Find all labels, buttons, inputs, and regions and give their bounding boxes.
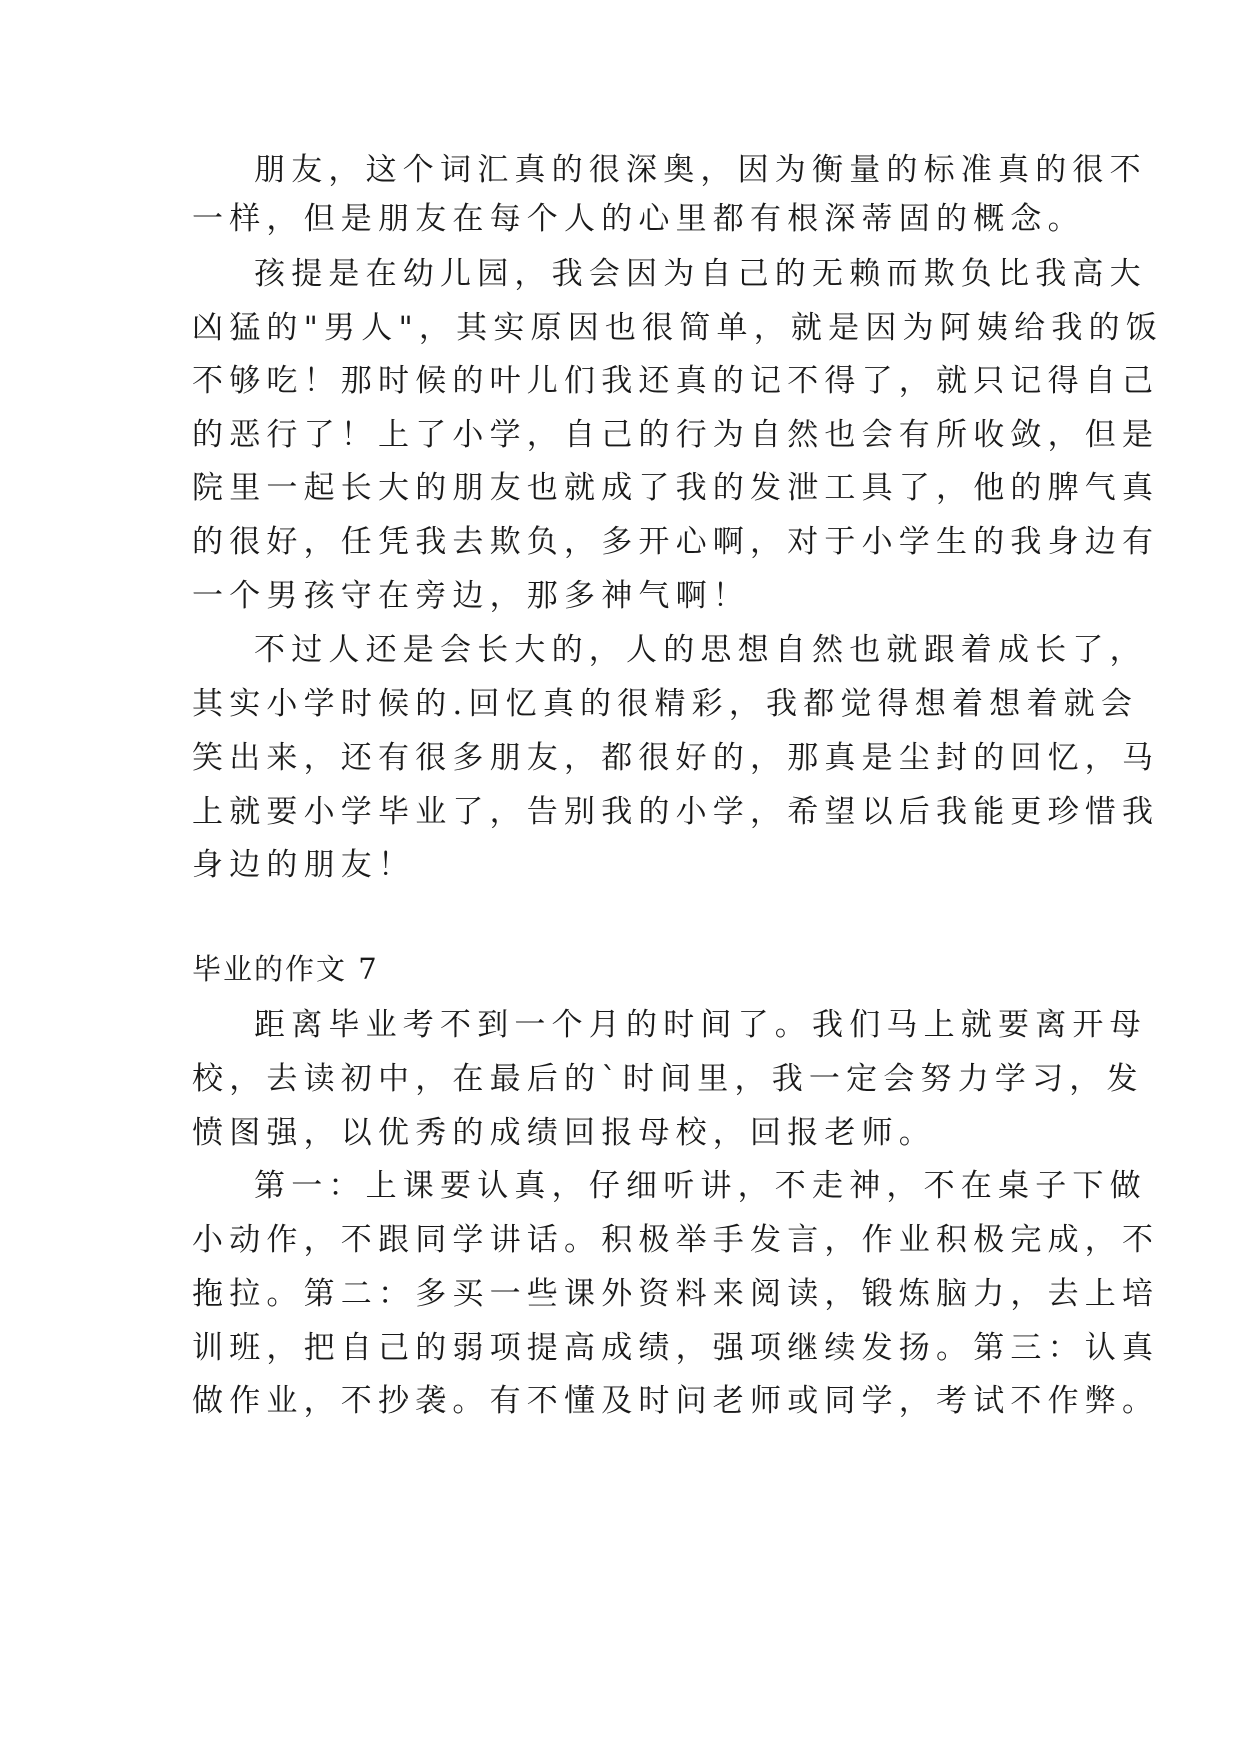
- paragraph-line: 笑出来，还有很多朋友，都很好的，那真是尘封的回忆，马: [192, 740, 1160, 776]
- paragraph-line: 小动作，不跟同学讲话。积极举手发言，作业积极完成，不: [192, 1222, 1160, 1258]
- paragraph-line: 孩提是在幼儿园，我会因为自己的无赖而欺负比我高大: [254, 256, 1147, 292]
- paragraph-line: 拖拉。第二：多买一些课外资料来阅读，锻炼脑力，去上培: [192, 1276, 1160, 1312]
- paragraph-line: 院里一起长大的朋友也就成了我的发泄工具了，他的脾气真: [192, 470, 1160, 506]
- paragraph-line: 凶猛的"男人"，其实原因也很简单，就是因为阿姨给我的饭: [192, 310, 1163, 346]
- paragraph-line: 不够吃！那时候的叶儿们我还真的记不得了，就只记得自己: [192, 363, 1160, 399]
- essay-title: 毕业的作文 7: [192, 952, 379, 986]
- paragraph-line: 第一：上课要认真，仔细听讲，不走神，不在桌子下做: [254, 1168, 1147, 1204]
- paragraph-line: 愤图强，以优秀的成绩回报母校，回报老师。: [192, 1115, 936, 1151]
- paragraph-line: 身边的朋友！: [192, 847, 416, 883]
- paragraph-line: 距离毕业考不到一个月的时间了。我们马上就要离开母: [254, 1007, 1147, 1043]
- paragraph-line: 的很好，任凭我去欺负，多开心啊，对于小学生的我身边有: [192, 524, 1160, 560]
- paragraph-line: 训班，把自己的弱项提高成绩，强项继续发扬。第三：认真: [192, 1330, 1160, 1366]
- paragraph-line: 做作业，不抄袭。有不懂及时问老师或同学，考试不作弊。: [192, 1383, 1160, 1419]
- paragraph-line: 上就要小学毕业了，告别我的小学，希望以后我能更珍惜我: [192, 794, 1160, 830]
- paragraph-line: 朋友，这个词汇真的很深奥，因为衡量的标准真的很不: [254, 152, 1147, 188]
- paragraph-line: 其实小学时候的.回忆真的很精彩，我都觉得想着想着就会: [192, 686, 1139, 722]
- paragraph-line: 一样，但是朋友在每个人的心里都有根深蒂固的概念。: [192, 201, 1085, 237]
- paragraph-line: 一个男孩守在旁边，那多神气啊！: [192, 578, 750, 614]
- paragraph-line: 的恶行了！上了小学，自己的行为自然也会有所收敛，但是: [192, 417, 1160, 453]
- paragraph-line: 不过人还是会长大的，人的思想自然也就跟着成长了，: [254, 632, 1147, 668]
- paragraph-line: 校，去读初中，在最后的`时间里，我一定会努力学习，发: [192, 1061, 1144, 1097]
